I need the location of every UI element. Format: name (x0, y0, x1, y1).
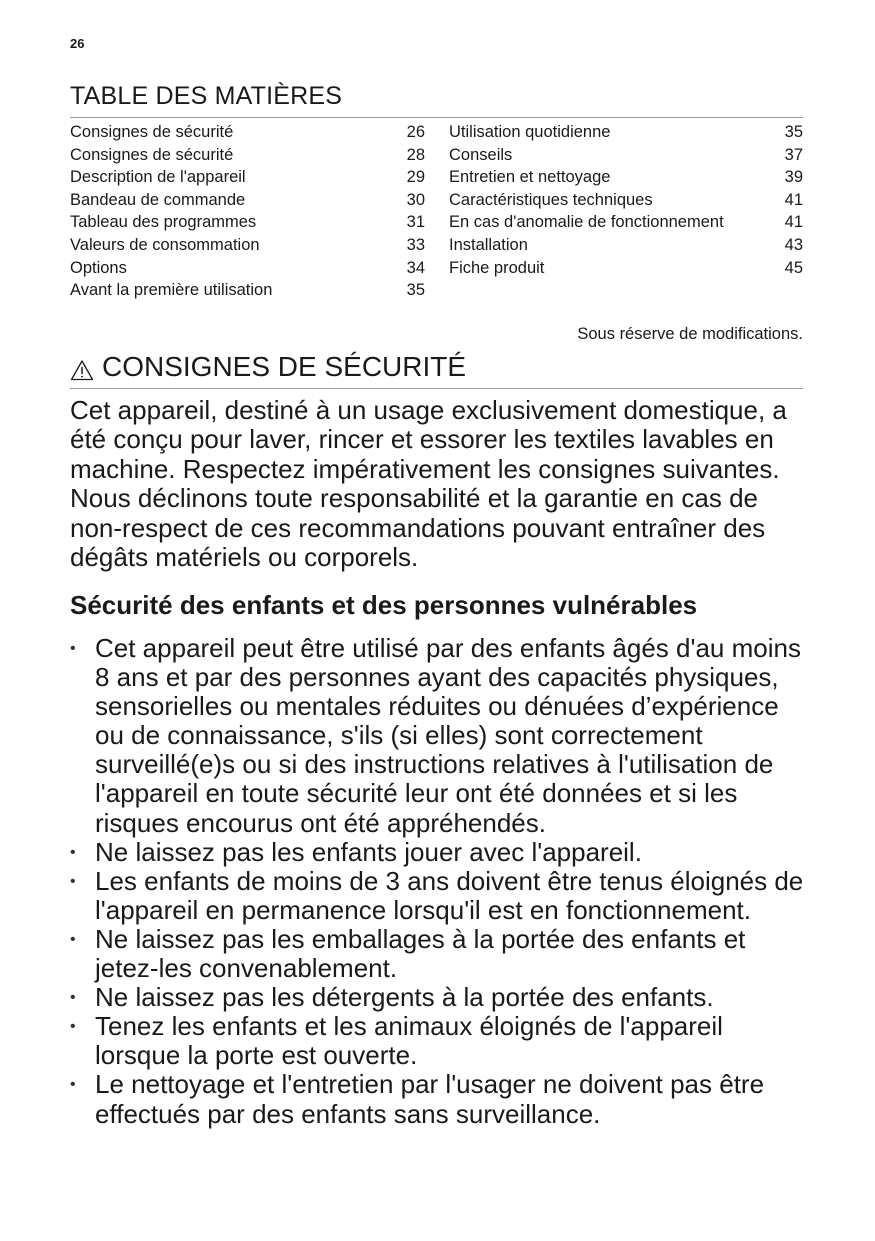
list-item-text: Ne laissez pas les enfants jouer avec l'appareil. (95, 836, 642, 867)
toc-entry-page: 37 (784, 145, 803, 164)
toc-entry-page: 26 (406, 123, 425, 141)
page-number: 26 (70, 36, 85, 51)
toc-entry[interactable] (70, 189, 425, 212)
bullet-icon: • (70, 872, 76, 890)
list-item (70, 983, 810, 1012)
toc-entry-page: 41 (784, 190, 803, 209)
toc-entry-page: 41 (784, 213, 803, 232)
list-item-text: Les enfants de moins de 3 ans doivent être tenus éloignés de l'appareil en permanence lorsqu'il est en fonctionnement. (95, 865, 804, 925)
toc-entry[interactable] (70, 166, 425, 189)
list-item (70, 634, 810, 838)
toc-entry[interactable] (70, 257, 425, 280)
toc-entry-page: 30 (406, 190, 425, 209)
list-item-text: Cet appareil peut être utilisé par des enfants âgés d'au moins 8 ans et par des personnes ayant des capacités physiques, sensorielles ou mentales réduites ou dénuées d’expérience ou de connaissance, s'ils (si elles) sont correctement surveillé(e)s ou si des instructions relatives à l'utilisation de l'appareil en toute sécurité leur ont été données et si les risques encourus ont été appréhendés. (95, 633, 801, 838)
toc-entry-label: Valeurs de consommation (70, 235, 260, 254)
toc-entry-label: Options (70, 258, 127, 277)
toc-entry-label: Caractéristiques techniques (449, 190, 653, 209)
toc-entry[interactable] (449, 257, 803, 280)
toc-entry-page: 33 (406, 235, 425, 254)
toc-title: TABLE DES MATIÈRES (70, 82, 343, 110)
toc-entry-label: Consignes de sécurité (70, 145, 234, 164)
toc-entry[interactable] (449, 211, 803, 234)
toc-entry-label: Consignes de sécurité (70, 123, 234, 141)
toc-entry-label: Bandeau de commande (70, 190, 246, 209)
list-item (70, 867, 810, 925)
bullet-icon: • (70, 1076, 76, 1094)
toc-entry-page: 45 (784, 258, 803, 277)
toc-entry-label: Tableau des programmes (70, 213, 257, 232)
toc-right-column (449, 121, 803, 279)
toc-entry-label: Entretien et nettoyage (449, 168, 611, 187)
toc-entry-page: 35 (784, 123, 803, 141)
toc-entry-label: Avant la première utilisation (70, 281, 273, 300)
toc-entry[interactable] (70, 279, 425, 302)
children-safety-heading: Sécurité des enfants et des personnes vulnérables (70, 590, 698, 620)
modifications-note: Sous réserve de modifications. (577, 325, 803, 343)
list-item (70, 1070, 810, 1128)
toc-entry[interactable] (70, 211, 425, 234)
toc-entry-label: Fiche produit (449, 258, 545, 277)
bullet-icon: • (70, 930, 76, 948)
toc-entry-label: Utilisation quotidienne (449, 123, 611, 141)
safety-intro-paragraph: Cet appareil, destiné à un usage exclusivement domestique, a été conçu pour laver, rincer et essorer les textiles lavables en machine. Respectez impérativement les consignes suivantes. Nous déclinons toute responsabilité et la garantie en cas de non-respect de ces recommandations pouvant entraîner des dégâts matériels ou corporels. (70, 395, 787, 573)
toc-entry-page: 31 (406, 213, 425, 232)
toc-entry-label: En cas d'anomalie de fonctionnement (449, 213, 724, 232)
toc-entry-page: 39 (784, 168, 803, 187)
toc-entry-page: 28 (406, 145, 425, 164)
toc-entry[interactable] (449, 166, 803, 189)
safety-section-title (70, 351, 466, 383)
section-divider (70, 388, 803, 389)
list-item-text: Le nettoyage et l'entretien par l'usager ne doivent pas être effectués par des enfants sans surveillance. (95, 1069, 765, 1129)
toc-left-column (70, 121, 425, 302)
toc-entry-label: Conseils (449, 145, 513, 164)
toc-entry-label: Description de l'appareil (70, 168, 246, 187)
toc-entry-page: 34 (406, 258, 425, 277)
list-item-text: Tenez les enfants et les animaux éloignés de l'appareil lorsque la porte est ouverte. (95, 1011, 723, 1071)
list-item-text: Ne laissez pas les détergents à la portée des enfants. (95, 982, 714, 1013)
bullet-icon: • (70, 989, 76, 1007)
list-item (70, 925, 810, 983)
bullet-icon: • (70, 1018, 76, 1036)
toc-entry[interactable] (449, 234, 803, 257)
list-item-text: Ne laissez pas les emballages à la portée des enfants et jetez-les convenablement. (95, 923, 746, 984)
toc-entry-page: 43 (784, 235, 803, 254)
bullet-icon: • (70, 843, 76, 861)
toc-entry-page: 35 (406, 281, 425, 300)
toc-divider (70, 117, 803, 118)
list-item (70, 838, 810, 867)
children-safety-list (70, 634, 810, 1129)
safety-section-title-text: CONSIGNES DE SÉCURITÉ (102, 351, 467, 382)
toc-entry[interactable] (449, 121, 803, 144)
toc-entry-page: 29 (406, 168, 425, 187)
warning-triangle-icon (70, 356, 94, 378)
toc-entry[interactable] (449, 189, 803, 212)
toc-entry[interactable] (449, 144, 803, 167)
list-item (70, 1012, 810, 1070)
toc-entry[interactable] (70, 234, 425, 257)
bullet-icon: • (70, 640, 76, 657)
toc-entry[interactable] (70, 144, 425, 167)
toc-entry-label: Installation (449, 235, 528, 254)
toc-entry[interactable] (70, 121, 425, 144)
